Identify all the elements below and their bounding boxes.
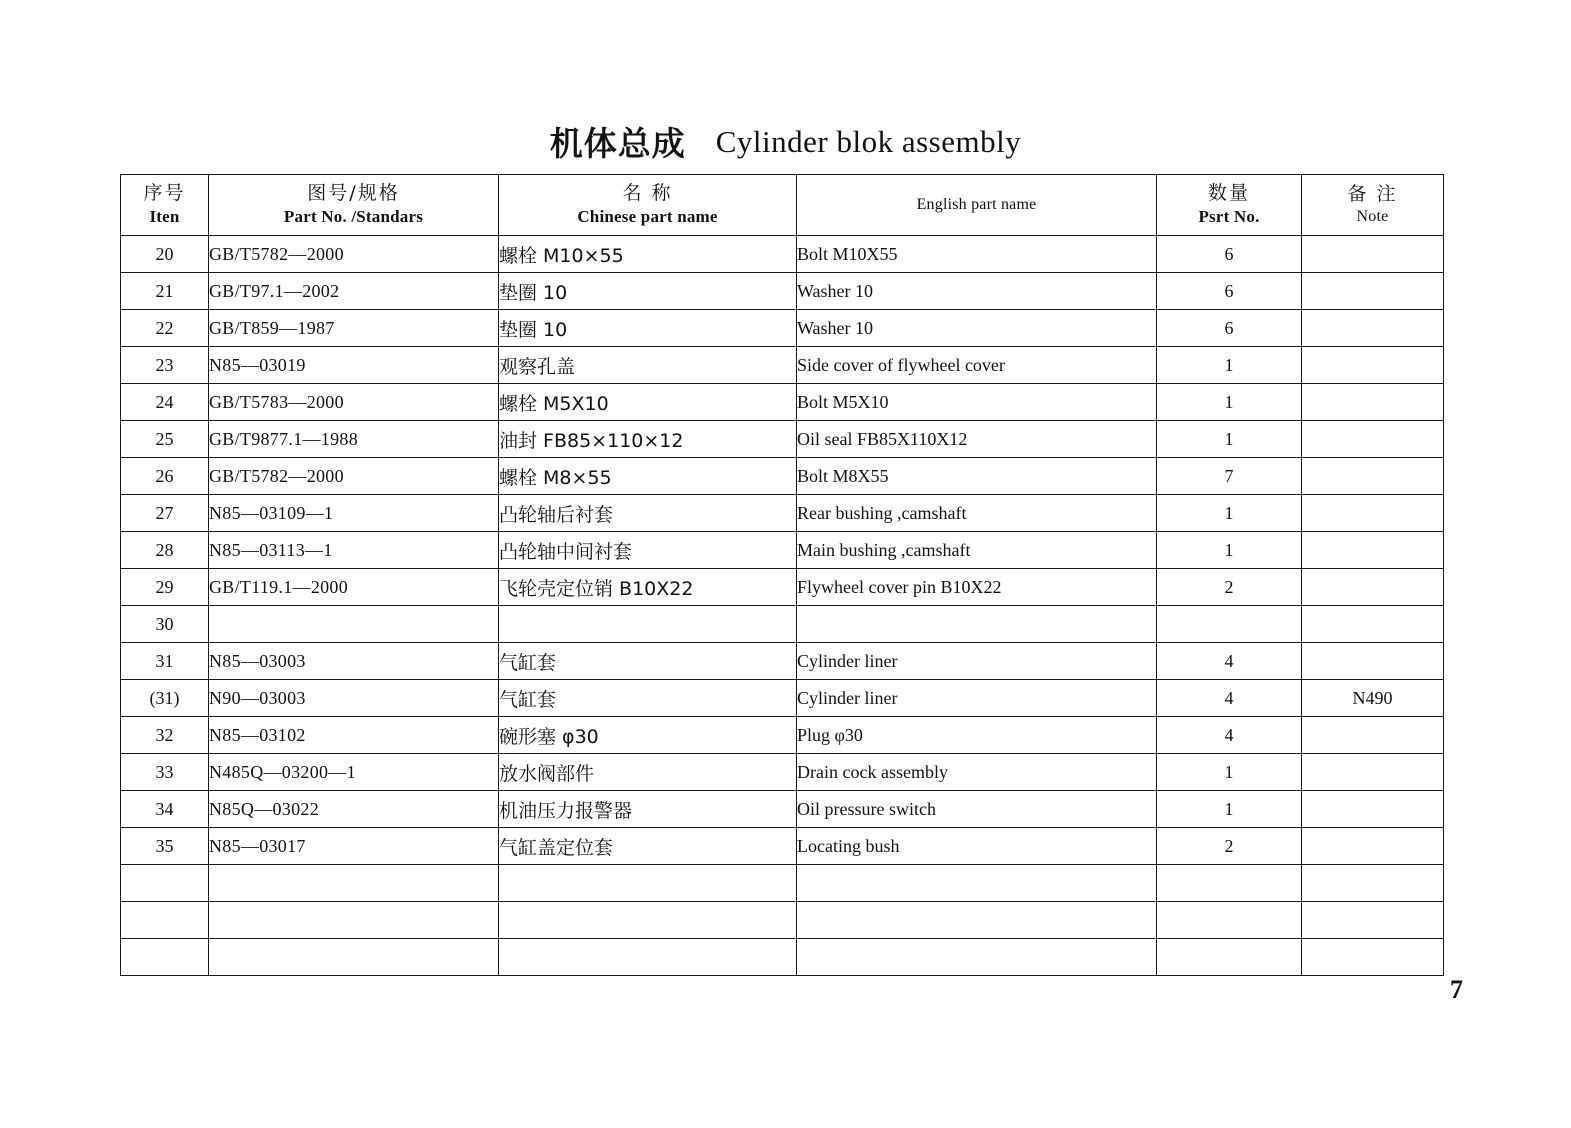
cell-chinese-name: 机油压力报警器 (499, 791, 797, 828)
cell-chinese-name: 碗形塞 φ30 (499, 717, 797, 754)
table-row (121, 273, 1444, 310)
column-header-part-no (209, 175, 499, 236)
cell-english-name: Bolt M10X55 (797, 236, 1157, 273)
cell-item: 26 (121, 458, 209, 495)
cell-quantity: 4 (1157, 643, 1302, 680)
column-header-chinese-name (499, 175, 797, 236)
cell-note: N490 (1302, 680, 1444, 717)
table-row (121, 384, 1444, 421)
cell-note (1302, 717, 1444, 754)
cell-item: 31 (121, 643, 209, 680)
cell-item: 25 (121, 421, 209, 458)
cell-item: 24 (121, 384, 209, 421)
cell-part-no: GB/T5782—2000 (209, 458, 499, 495)
cell-chinese-name: 气缸套 (499, 680, 797, 717)
cell-item: (31) (121, 680, 209, 717)
cell-note (1302, 236, 1444, 273)
cell-note (1302, 643, 1444, 680)
table-row (121, 569, 1444, 606)
cell-chinese-name: 螺栓 M10×55 (499, 236, 797, 273)
cell-english-name: Plug φ30 (797, 717, 1157, 754)
cell-chinese-name: 放水阀部件 (499, 754, 797, 791)
cell-chinese-name: 凸轮轴后衬套 (499, 495, 797, 532)
cell-part-no: N85—03003 (209, 643, 499, 680)
cell-item (121, 902, 209, 939)
cell-note (1302, 273, 1444, 310)
column-header-item-cn: 序号 (143, 182, 186, 205)
cell-chinese-name (499, 939, 797, 976)
cell-item: 30 (121, 606, 209, 643)
cell-chinese-name: 飞轮壳定位销 B10X22 (499, 569, 797, 606)
cell-chinese-name: 垫圈 10 (499, 310, 797, 347)
cell-quantity: 1 (1157, 347, 1302, 384)
cell-quantity: 6 (1157, 273, 1302, 310)
cell-chinese-name: 气缸套 (499, 643, 797, 680)
cell-item: 28 (121, 532, 209, 569)
cell-quantity: 6 (1157, 310, 1302, 347)
cell-chinese-name: 垫圈 10 (499, 273, 797, 310)
cell-part-no: GB/T859—1987 (209, 310, 499, 347)
cell-english-name (797, 939, 1157, 976)
cell-english-name: Cylinder liner (797, 643, 1157, 680)
cell-note (1302, 865, 1444, 902)
page-title (0, 118, 1571, 165)
cell-item: 35 (121, 828, 209, 865)
cell-item: 20 (121, 236, 209, 273)
table-row (121, 902, 1444, 939)
cell-english-name: Bolt M5X10 (797, 384, 1157, 421)
cell-quantity: 2 (1157, 569, 1302, 606)
cell-quantity: 1 (1157, 421, 1302, 458)
cell-quantity: 7 (1157, 458, 1302, 495)
cell-note (1302, 384, 1444, 421)
cell-chinese-name: 油封 FB85×110×12 (499, 421, 797, 458)
table-row (121, 643, 1444, 680)
cell-part-no: N85—03109—1 (209, 495, 499, 532)
cell-part-no: GB/T119.1—2000 (209, 569, 499, 606)
table-row (121, 421, 1444, 458)
cell-item: 27 (121, 495, 209, 532)
table-body (121, 236, 1444, 976)
column-header-chinese-name-en: Chinese part name (577, 207, 718, 227)
cell-note (1302, 902, 1444, 939)
cell-note (1302, 495, 1444, 532)
cell-chinese-name: 螺栓 M8×55 (499, 458, 797, 495)
page-title-chinese: 机体总成 (549, 124, 686, 163)
cell-part-no: GB/T5783—2000 (209, 384, 499, 421)
cell-quantity (1157, 865, 1302, 902)
column-header-chinese-name-cn: 名 称 (622, 182, 673, 205)
table-row (121, 236, 1444, 273)
cell-chinese-name (499, 606, 797, 643)
cell-part-no (209, 606, 499, 643)
cell-note (1302, 606, 1444, 643)
cell-chinese-name: 观察孔盖 (499, 347, 797, 384)
cell-part-no: N85—03017 (209, 828, 499, 865)
cell-english-name: Cylinder liner (797, 680, 1157, 717)
cell-english-name: Drain cock assembly (797, 754, 1157, 791)
cell-quantity: 4 (1157, 717, 1302, 754)
cell-note (1302, 828, 1444, 865)
cell-part-no: N85—03113—1 (209, 532, 499, 569)
table-header-row (121, 175, 1444, 236)
cell-english-name: Oil seal FB85X110X12 (797, 421, 1157, 458)
cell-english-name: Main bushing ,camshaft (797, 532, 1157, 569)
table-row (121, 347, 1444, 384)
column-header-quantity-en: Psrt No. (1198, 207, 1260, 227)
table-row (121, 754, 1444, 791)
table-row (121, 865, 1444, 902)
cell-part-no (209, 902, 499, 939)
table-row (121, 606, 1444, 643)
cell-part-no: N85—03019 (209, 347, 499, 384)
table-row (121, 828, 1444, 865)
cell-part-no: N485Q—03200—1 (209, 754, 499, 791)
cell-part-no: GB/T97.1—2002 (209, 273, 499, 310)
table-row (121, 717, 1444, 754)
cell-note (1302, 458, 1444, 495)
cell-part-no (209, 939, 499, 976)
cell-item (121, 865, 209, 902)
cell-english-name: Rear bushing ,camshaft (797, 495, 1157, 532)
column-header-item-en: Iten (149, 207, 180, 227)
cell-quantity: 1 (1157, 791, 1302, 828)
cell-quantity: 1 (1157, 754, 1302, 791)
cell-note (1302, 310, 1444, 347)
column-header-note-en: Note (1356, 207, 1389, 225)
cell-item: 23 (121, 347, 209, 384)
table-row (121, 532, 1444, 569)
table-row (121, 680, 1444, 717)
cell-english-name: Side cover of flywheel cover (797, 347, 1157, 384)
cell-quantity: 1 (1157, 532, 1302, 569)
cell-part-no: GB/T9877.1—1988 (209, 421, 499, 458)
cell-note (1302, 421, 1444, 458)
cell-quantity (1157, 939, 1302, 976)
cell-english-name: Oil pressure switch (797, 791, 1157, 828)
table-row (121, 458, 1444, 495)
page-number: 7 (1450, 975, 1463, 1004)
column-header-part-no-cn: 图号/规格 (307, 182, 400, 205)
cell-note (1302, 347, 1444, 384)
cell-item: 29 (121, 569, 209, 606)
page-title-english: Cylinder blok assembly (715, 123, 1022, 159)
column-header-quantity-cn: 数量 (1207, 182, 1250, 205)
cell-chinese-name (499, 902, 797, 939)
cell-quantity: 1 (1157, 495, 1302, 532)
cell-chinese-name: 凸轮轴中间衬套 (499, 532, 797, 569)
column-header-item (121, 175, 209, 236)
cell-quantity: 2 (1157, 828, 1302, 865)
cell-item: 32 (121, 717, 209, 754)
table-row (121, 495, 1444, 532)
cell-english-name: Flywheel cover pin B10X22 (797, 569, 1157, 606)
cell-note (1302, 791, 1444, 828)
cell-english-name: Washer 10 (797, 310, 1157, 347)
cell-part-no: GB/T5782—2000 (209, 236, 499, 273)
table-row (121, 310, 1444, 347)
cell-quantity: 4 (1157, 680, 1302, 717)
cell-part-no (209, 865, 499, 902)
table-row (121, 939, 1444, 976)
cell-quantity (1157, 606, 1302, 643)
column-header-note-cn: 备 注 (1347, 182, 1398, 205)
cell-chinese-name: 气缸盖定位套 (499, 828, 797, 865)
cell-item (121, 939, 209, 976)
column-header-english-name-en: English part name (916, 195, 1037, 213)
cell-note (1302, 754, 1444, 791)
cell-chinese-name: 螺栓 M5X10 (499, 384, 797, 421)
table-header (121, 175, 1444, 236)
column-header-note (1302, 175, 1444, 236)
cell-chinese-name (499, 865, 797, 902)
cell-english-name (797, 865, 1157, 902)
cell-quantity (1157, 902, 1302, 939)
cell-english-name: Washer 10 (797, 273, 1157, 310)
parts-table (120, 174, 1444, 976)
cell-quantity: 1 (1157, 384, 1302, 421)
cell-part-no: N85—03102 (209, 717, 499, 754)
column-header-english-name (797, 175, 1157, 236)
cell-note (1302, 939, 1444, 976)
cell-english-name: Locating bush (797, 828, 1157, 865)
cell-note (1302, 569, 1444, 606)
cell-english-name: Bolt M8X55 (797, 458, 1157, 495)
cell-note (1302, 532, 1444, 569)
cell-item: 33 (121, 754, 209, 791)
cell-quantity: 6 (1157, 236, 1302, 273)
table-row (121, 791, 1444, 828)
cell-item: 21 (121, 273, 209, 310)
column-header-quantity (1157, 175, 1302, 236)
cell-item: 34 (121, 791, 209, 828)
cell-english-name (797, 606, 1157, 643)
cell-part-no: N90—03003 (209, 680, 499, 717)
cell-english-name (797, 902, 1157, 939)
column-header-part-no-en: Part No. /Standars (283, 207, 424, 227)
cell-part-no: N85Q—03022 (209, 791, 499, 828)
cell-item: 22 (121, 310, 209, 347)
